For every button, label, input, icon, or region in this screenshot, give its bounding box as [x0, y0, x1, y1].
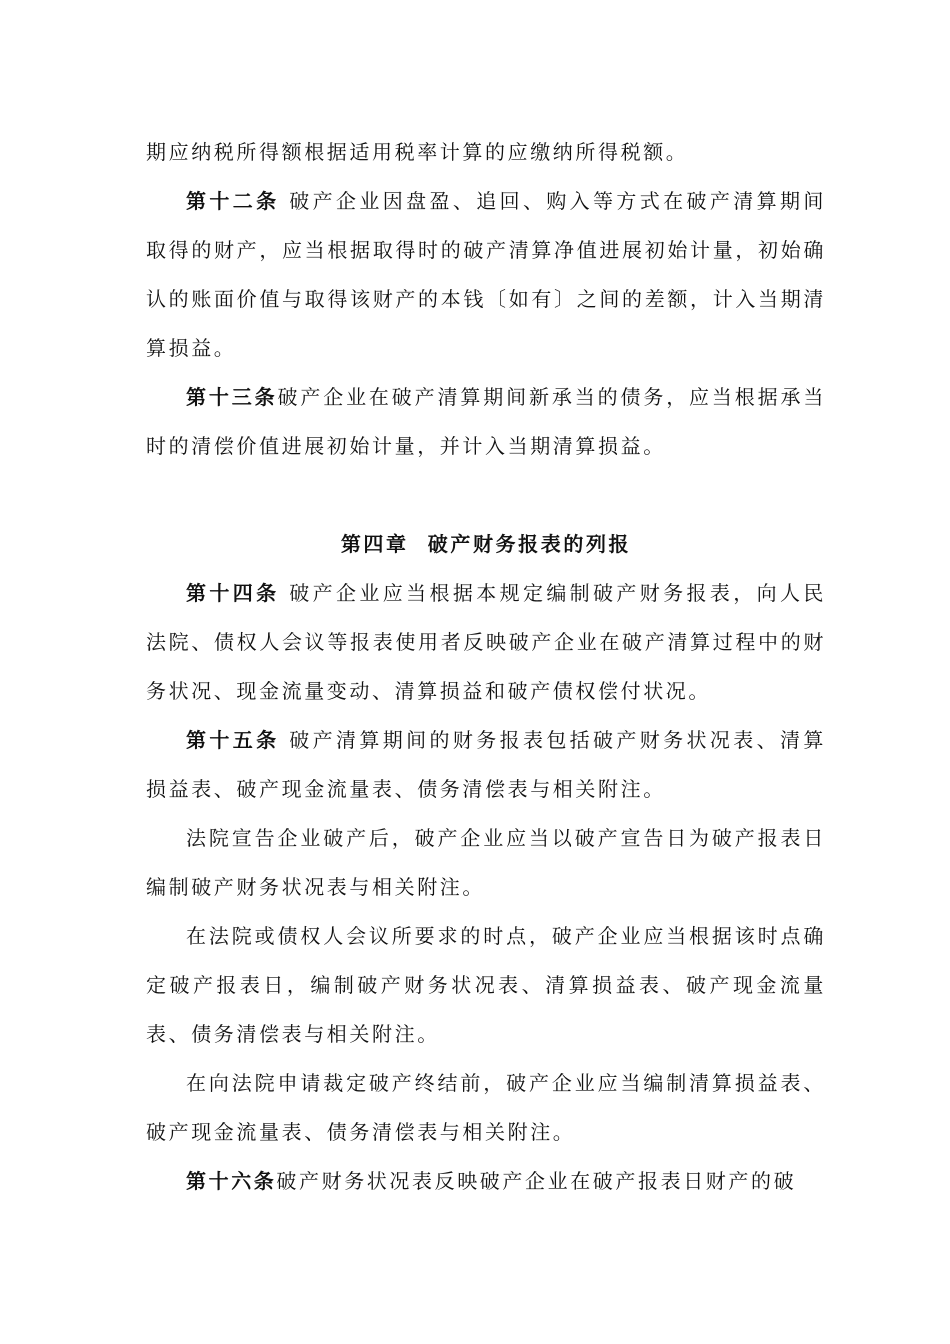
article-text: 破产企业在破产清算期间新承当的债务，应当根据承当时的清偿价值进展初始计量，并计入当期清算损益。 — [146, 385, 826, 458]
article-label: 第十五条 — [186, 728, 280, 752]
paragraph-continuation — [146, 128, 826, 177]
article-label: 第十三条 — [186, 385, 278, 409]
article-label: 第十二条 — [186, 189, 280, 213]
paragraph-text: 期应纳税所得额根据适用税率计算的应缴纳所得税额。 — [146, 140, 689, 164]
article-label: 第十四条 — [186, 581, 280, 605]
article-text: 破产企业因盘盈、追回、购入等方式在破产清算期间取得的财产，应当根据取得时的破产清算净值进展初始计量，初始确认的账面价值与取得该财产的本钱〔如有〕之间的差额，计入当期清算损益。 — [146, 189, 826, 360]
body-text — [146, 128, 826, 1206]
paragraph-text: 在法院或债权人会议所要求的时点，破产企业应当根据该时点确定破产报表日，编制破产财务状况表、清算损益表、破产现金流量表、债务清偿表与相关附注。 — [146, 924, 826, 1046]
article-15 — [146, 716, 826, 814]
paragraph — [146, 1059, 826, 1157]
article-text: 破产企业应当根据本规定编制破产财务报表，向人民法院、债权人会议等报表使用者反映破产企业在破产清算过程中的财务状况、现金流量变动、清算损益和破产债权偿付状况。 — [146, 581, 826, 703]
article-13 — [146, 373, 826, 471]
spacer — [146, 471, 826, 520]
article-label: 第十六条 — [186, 1169, 277, 1193]
chapter-heading: 第四章 破产财务报表的列报 — [340, 532, 632, 556]
paragraph-text: 法院宣告企业破产后，破产企业应当以破产宣告日为破产报表日编制破产财务状况表与相关附注。 — [146, 826, 826, 899]
paragraph — [146, 912, 826, 1059]
article-12 — [146, 177, 826, 373]
article-16 — [146, 1157, 826, 1206]
paragraph-text: 在向法院申请裁定破产终结前，破产企业应当编制清算损益表、破产现金流量表、债务清偿表与相关附注。 — [146, 1071, 826, 1144]
article-text: 破产财务状况表反映破产企业在破产报表日财产的破 — [276, 1169, 797, 1193]
article-14 — [146, 569, 826, 716]
article-text: 破产清算期间的财务报表包括破产财务状况表、清算损益表、破产现金流量表、债务清偿表与相关附注。 — [146, 728, 826, 801]
paragraph — [146, 814, 826, 912]
